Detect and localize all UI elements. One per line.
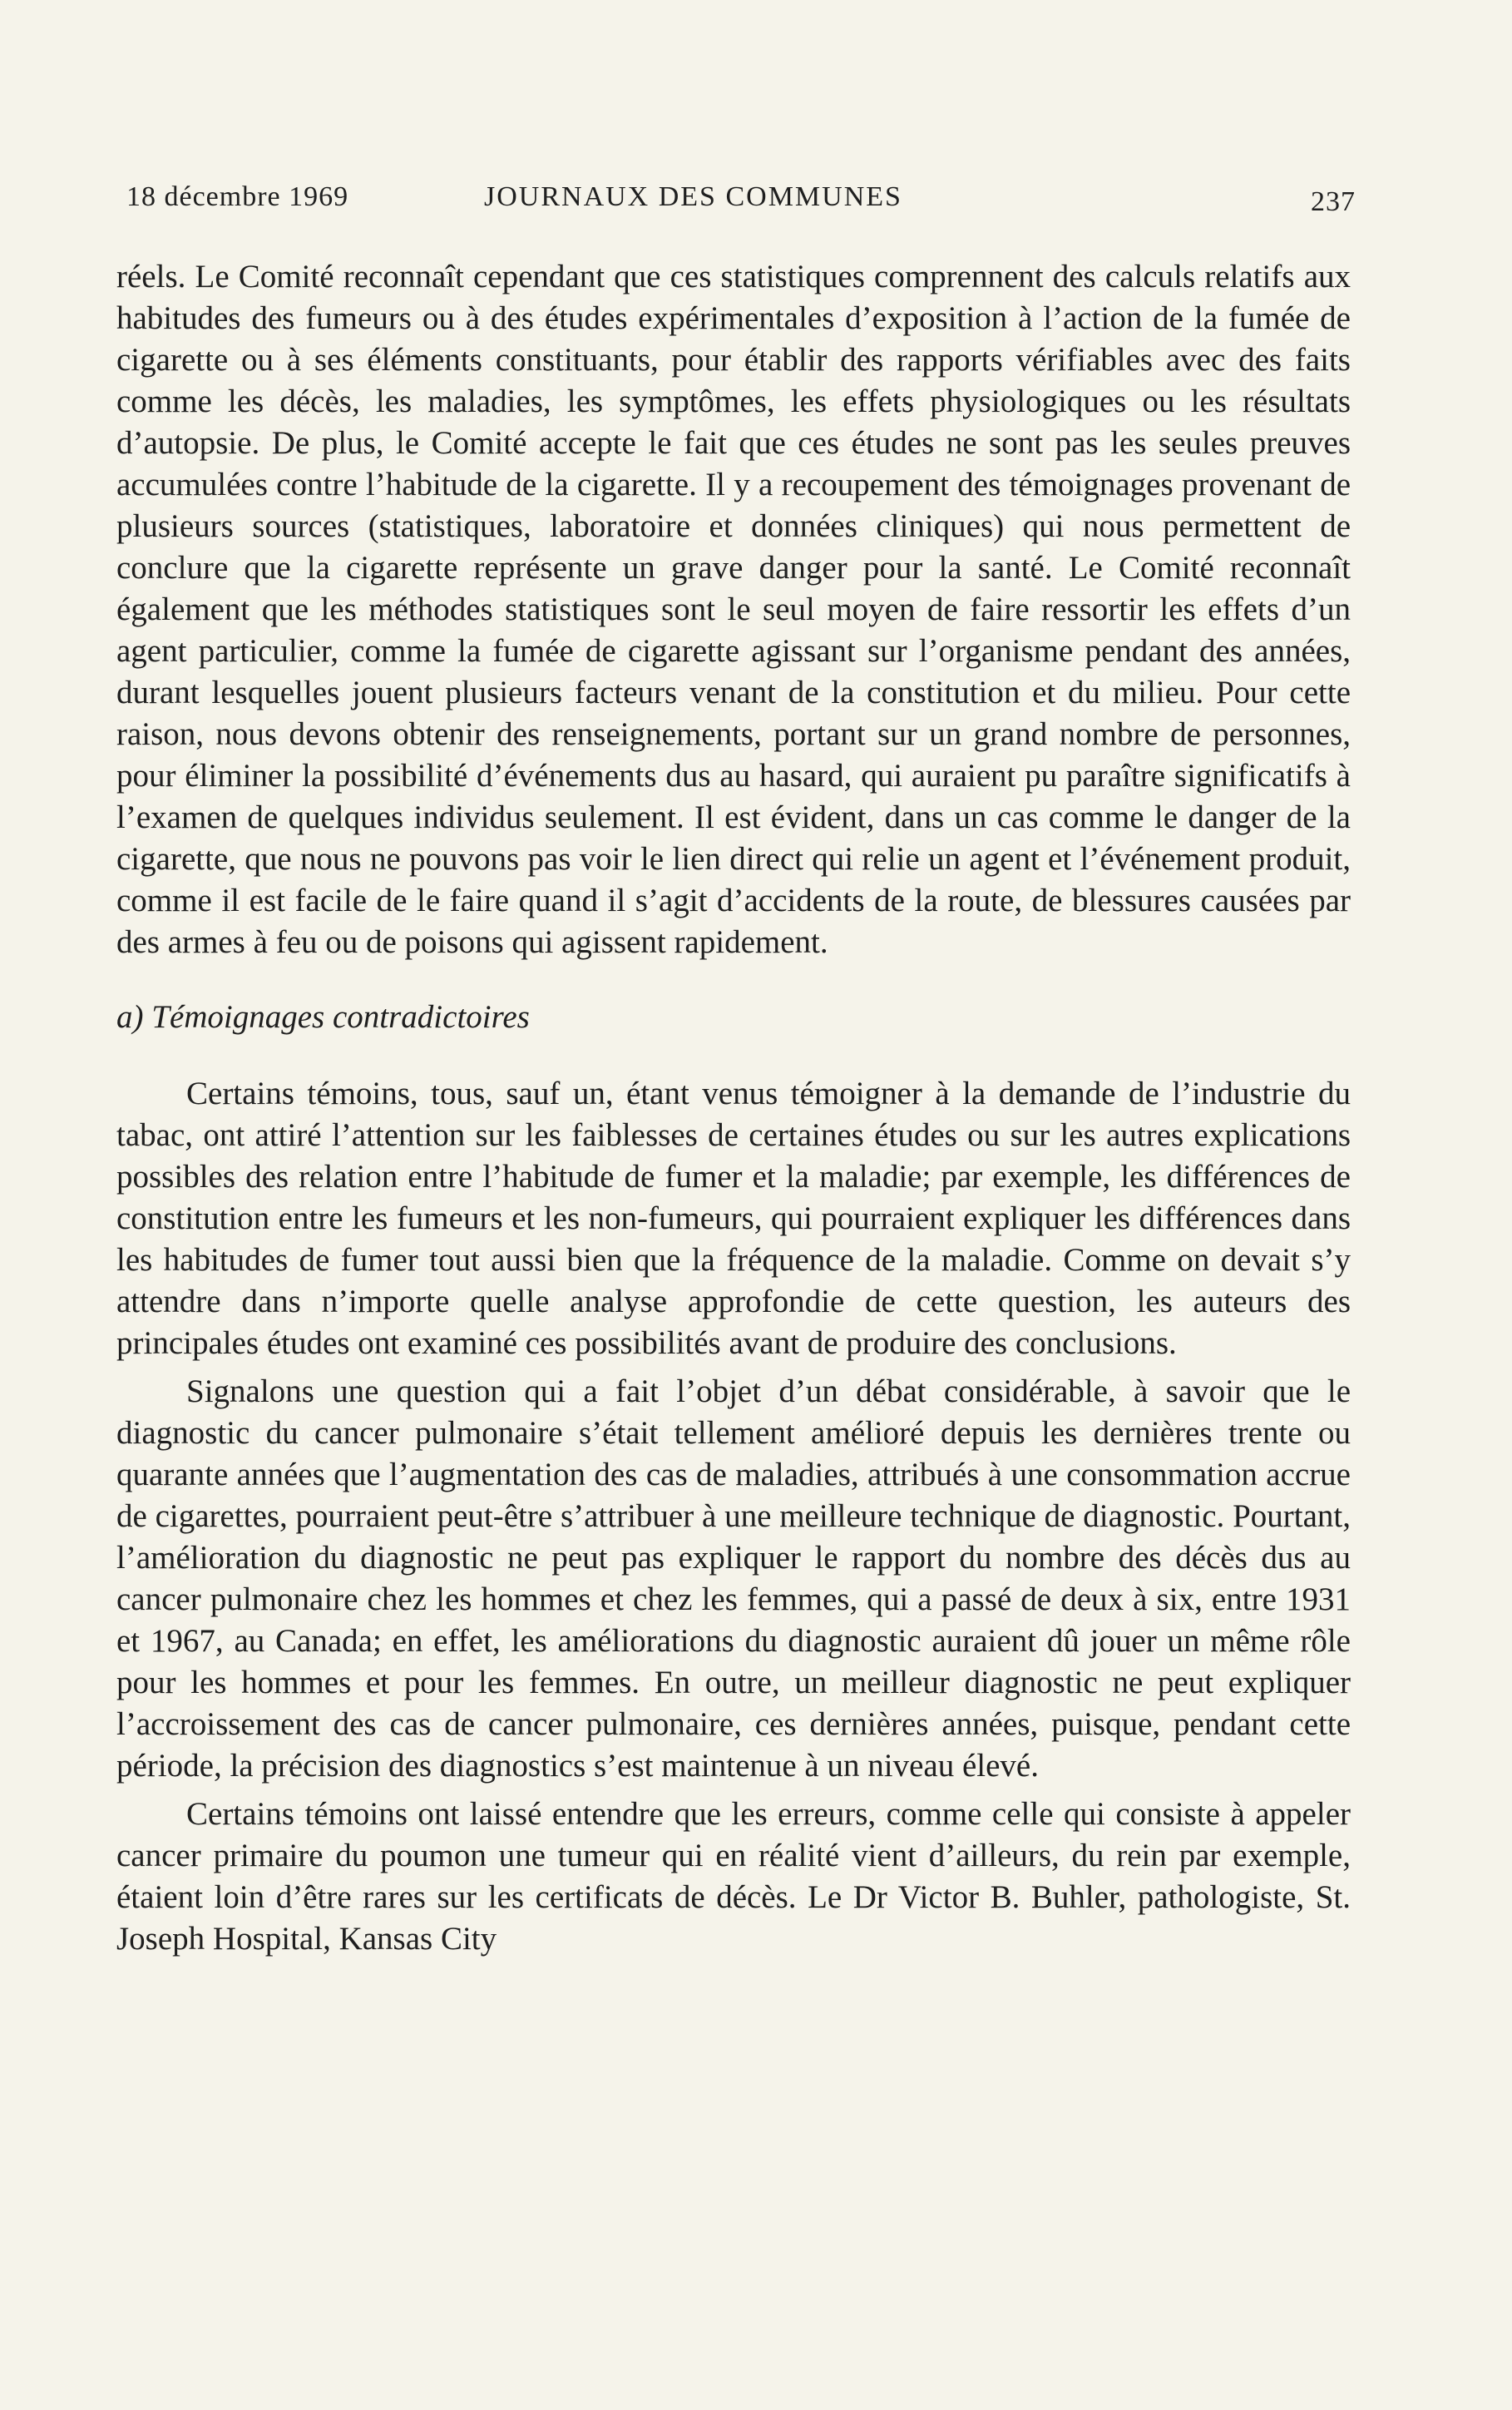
paragraph-gap	[116, 1364, 1351, 1371]
header-journal-title: JOURNAUX DES COMMUNES	[484, 181, 902, 212]
paragraph-gap	[116, 1787, 1351, 1794]
paragraph-2: Certains témoins, tous, sauf un, étant venus témoigner à la demande de l’industrie du tabac, ont attiré l’attention sur les faiblesses de certaines études ou sur les autres explications possibles des relation entre l’habitude de fumer et la maladie; par exemple, les différences de constitution entre les fumeurs et les non-fumeurs, qui pourraient expliquer les différences dans les habitudes de fumer tout aussi bien que la fréquence de la maladie. Comme on devait s’y attendre dans n’importe quelle analyse approfondie de cette question, les auteurs des principales études ont examiné ces possibilités avant de produire des conclusions.	[116, 1076, 1351, 1361]
page-number: 237	[1311, 186, 1356, 217]
running-header	[126, 181, 1356, 231]
paragraph-3: Signalons une question qui a fait l’objet d’un débat considérable, à savoir que le diagnostic du cancer pulmonaire s’était tellement amélioré depuis les dernières trente ou quarante années que l’augmentation des cas de maladies, attribués à une consommation accrue de cigarettes, pourraient peut-être s’attribuer à une meilleure technique de diagnostic. Pourtant, l’amélioration du diagnostic ne peut pas expliquer le rapport du nombre des décès dus au cancer pulmonaire chez les hommes et chez les femmes, qui a passé de deux à six, entre 1931 et 1967, au Canada; en effet, les améliorations du diagnostic auraient dû jouer un même rôle pour les hommes et pour les femmes. En outre, un meilleur diagnostic ne peut expliquer l’accroissement des cas de cancer pulmonaire, ces dernières années, puisque, pendant cette période, la précision des diagnostics s’est maintenue à un niveau élevé.	[116, 1373, 1351, 1784]
section-letter: a)	[116, 999, 144, 1035]
paragraph-1: réels. Le Comité reconnaît cependant que ces statistiques comprennent des calculs relatifs aux habitudes des fumeurs ou à des études expérimentales d’exposition à l’action de la fumée de cigarette ou à ses éléments constituants, pour établir des rapports vérifiables avec des faits comme les décès, les maladies, les symptômes, les effets physiologiques ou les résultats d’autopsie. De plus, le Comité accepte le fait que ces études ne sont pas les seules preuves accumulées contre l’habitude de la cigarette. Il y a recoupement des témoignages provenant de plusieurs sources (statistiques, laboratoire et données cliniques) qui nous permettent de conclure que la cigarette représente un grave danger pour la santé. Le Comité reconnaît également que les méthodes statistiques sont le seul moyen de faire ressortir les effets d’un agent particulier, comme la fumée de cigarette agissant sur l’organisme pendant des années, durant lesquelles jouent plusieurs facteurs venant de la constitution et du milieu. Pour cette raison, nous devons obtenir des renseignements, portant sur un grand nombre de personnes, pour éliminer la possibilité d’événements dus au hasard, qui auraient pu paraître significatifs à l’examen de quelques individus seulement. Il est évident, dans un cas comme le danger de la cigarette, que nous ne pouvons pas voir le lien direct qui relie un agent et l’événement produit, comme il est facile de le faire quand il s’agit d’accidents de la route, de blessures causées par des armes à feu ou de poisons qui agissent rapidement.	[116, 259, 1351, 960]
body-text	[116, 256, 1351, 1960]
header-date: 18 décembre 1969	[126, 181, 349, 212]
paragraph-4: Certains témoins ont laissé entendre que les erreurs, comme celle qui consiste à appeler cancer primaire du poumon une tumeur qui en réalité vient d’ailleurs, du rein par exemple, étaient loin d’être rares sur les certificats de décès. Le Dr Victor B. Buhler, pathologiste, St. Joseph Hospital, Kansas City	[116, 1796, 1351, 1957]
section-heading	[116, 997, 1351, 1038]
section-title: Témoignages contradictoires	[151, 999, 530, 1035]
